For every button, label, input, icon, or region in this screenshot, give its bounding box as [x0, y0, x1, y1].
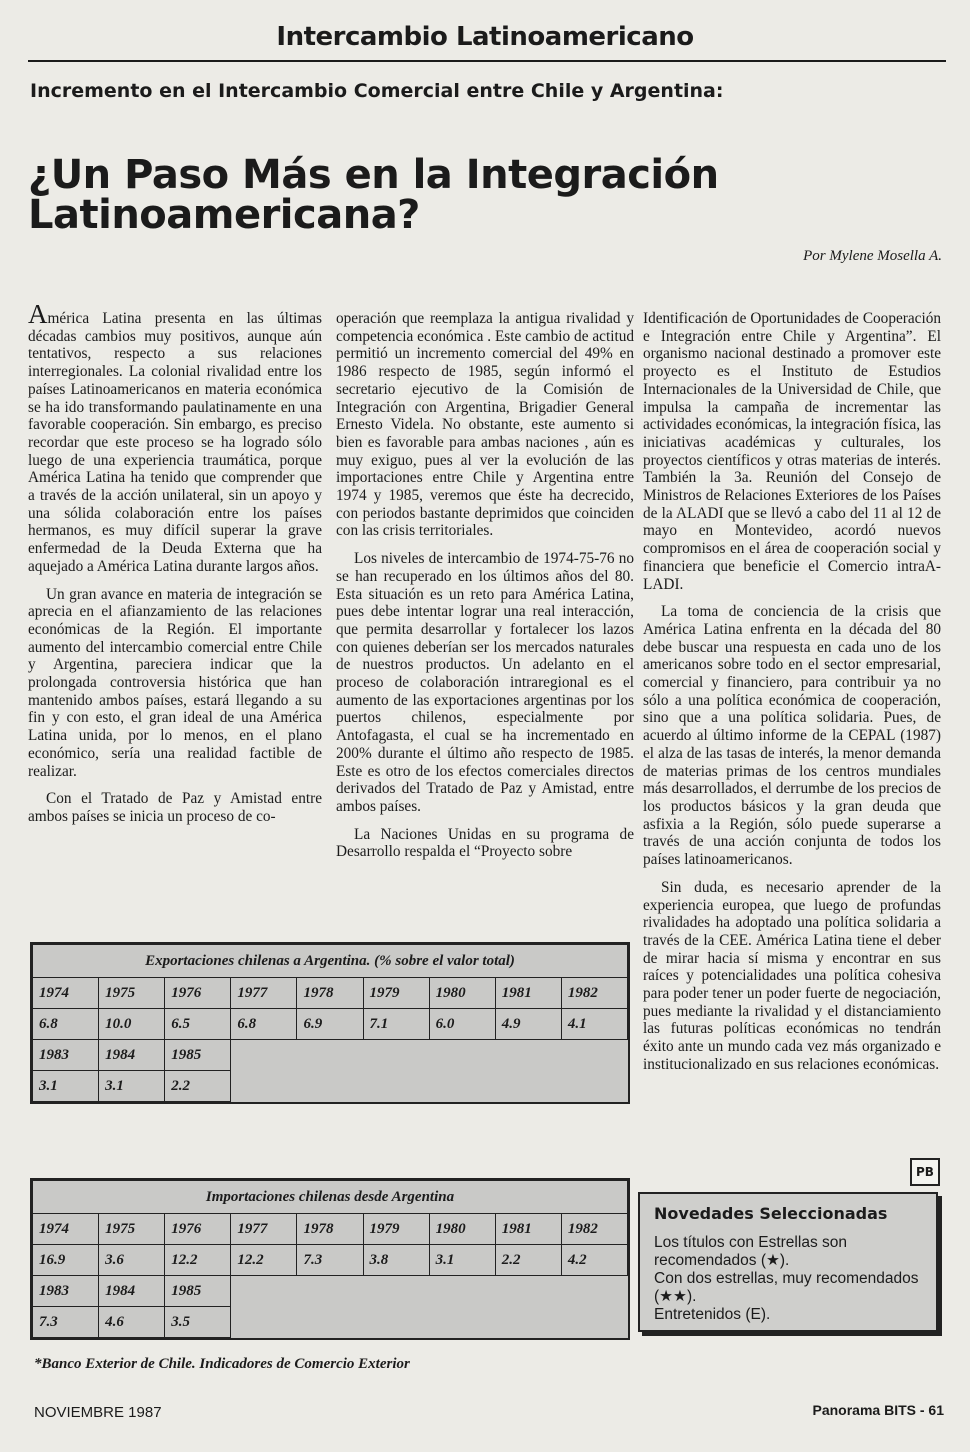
exports-table	[30, 942, 630, 1104]
table-cell: 4.6	[99, 1307, 165, 1338]
table-cell: 6.8	[33, 1009, 99, 1040]
table-cell: 1983	[33, 1276, 99, 1307]
table-row	[33, 1214, 628, 1245]
header-rule	[28, 60, 946, 62]
table-caption: Exportaciones chilenas a Argentina. (% sobre el valor total)	[33, 945, 628, 978]
table-cell: 3.6	[99, 1245, 165, 1276]
section-header: Intercambio Latinoamericano	[276, 22, 694, 52]
table-cell: 12.2	[165, 1245, 231, 1276]
table-cell: 1974	[33, 978, 99, 1009]
table-cell: 10.0	[99, 1009, 165, 1040]
paragraph: operación que reemplaza la antigua rivalidad y competencia económica . Este cambio de actitud permitió un incremento comercial del 49% en 1986 respecto de 1985, según informó el secretario ejecutivo de la Comisión de Integración con Argentina, Brigadier General Ernesto Videla. No obstante, este aumento si bien es favorable para ambas naciones , aún es muy exiguo, pues al ver la evolución de las importaciones entre Chile y Argentina entre 1974 y 1985, veremos que éste ha decrecido, con periodos bastante deprimidos que coinciden con las crisis territoriales.	[336, 310, 634, 540]
table-row	[33, 1307, 628, 1338]
drop-cap: A	[28, 299, 48, 329]
table-cell: 1975	[99, 1214, 165, 1245]
table-cell: 1975	[99, 978, 165, 1009]
table-cell: 1983	[33, 1040, 99, 1071]
table-cell: 1977	[231, 978, 297, 1009]
paragraph: Con el Tratado de Paz y Amistad entre ambos países se inicia un proceso de co-	[28, 790, 322, 825]
table-row	[33, 1245, 628, 1276]
table-cell: 1980	[429, 1214, 495, 1245]
table-cell: 1981	[495, 1214, 561, 1245]
article-column-2	[336, 310, 634, 871]
paragraph: Un gran avance en materia de integración se aprecia en el afianzamiento de las relaciones económicas de la Región. El importante aumento del intercambio comercial entre Chile y Argentina, pareciera indicar que la prolongada controversia histórica que han mantenido ambos países, estará llegando a su fin y con esto, el gran ideal de una América Latina unida, por lo menos, en el plano económico, sería una realidad factible de realizar.	[28, 585, 322, 780]
table-cell: 1976	[165, 1214, 231, 1245]
table-cell: 7.3	[297, 1245, 363, 1276]
table-row	[33, 1071, 628, 1102]
table-cell: 1979	[363, 978, 429, 1009]
paragraph	[28, 299, 322, 576]
table-footnote: *Banco Exterior de Chile. Indicadores de Comercio Exterior	[34, 1356, 410, 1372]
table-cell: 6.9	[297, 1009, 363, 1040]
table-cell: 1974	[33, 1214, 99, 1245]
paragraph: Sin duda, es necesario aprender de la experiencia europea, que luego de profundas rivalidades ha adoptado una política solidaria a través de la CEE. América Latina tiene el deber de mirar hacia sí misma y encontrar en sus raíces y potencialidades una política cohesiva para poder tener un poder fuerte de negociación, pues mediante la rivalidad y el distanciamiento las futuras políticas económicas no tendrán éxito ante un mundo cada vez más organizado e institucionalizado en sus relaciones económicas.	[643, 878, 941, 1073]
table-cell: 16.9	[33, 1245, 99, 1276]
paragraph: Identificación de Oportunidades de Cooperación e Integración entre Chile y Argentina”. El organismo nacional destinado a promover este proyecto es el Instituto de Estudios Internacionales de la Universidad de Chile, que impulsa la campaña de incrementar las actividades económicas, la integración física, las iniciativas académicas y culturales, los proyectos científicos y otras materias de interés. También la 3a. Reunión del Consejo de Ministros de Relaciones Exteriores de los Países de la ALADI que se llevó a cabo del 11 al 12 de mayo en Montevideo, acordó nuevos compromisos en el área de cooperación social y financiera que beneficie el Comercio intraA-LADI.	[643, 310, 941, 593]
table-row	[33, 1040, 628, 1071]
novedades-title: Novedades Seleccionadas	[654, 1204, 888, 1223]
empty-cell	[231, 1276, 628, 1307]
table-cell: 7.3	[33, 1307, 99, 1338]
footer-page-number: Panorama BITS - 61	[812, 1402, 944, 1418]
table-cell: 1978	[297, 1214, 363, 1245]
empty-cell	[231, 1071, 628, 1102]
table-cell: 1978	[297, 978, 363, 1009]
table-cell: 1984	[99, 1276, 165, 1307]
table-cell: 1984	[99, 1040, 165, 1071]
table-cell: 1982	[561, 978, 627, 1009]
article-column-3	[643, 310, 941, 1084]
table-cell: 4.1	[561, 1009, 627, 1040]
article-headline	[28, 152, 748, 238]
table-cell: 1977	[231, 1214, 297, 1245]
pb-logo-icon: PB	[910, 1158, 940, 1186]
table-cell: 4.9	[495, 1009, 561, 1040]
table-row	[33, 978, 628, 1009]
table-cell: 1980	[429, 978, 495, 1009]
table-cell: 3.1	[429, 1245, 495, 1276]
novedades-line: Los títulos con Estrellas son recomendados (★).	[654, 1234, 847, 1269]
table-row	[33, 1009, 628, 1040]
table-cell: 3.8	[363, 1245, 429, 1276]
imports-table	[30, 1178, 630, 1340]
paragraph-text: mérica Latina presenta en las últimas décadas cambios muy positivos, aunque aún tentativos, respecto a sus relaciones interregionales. La colonial rivalidad entre los países Latinoamericanos en materia económica se ha ido transformando paulatinamente en una favorable cooperación. Sin embargo, es preciso recordar que este proceso se ha logrado sólo luego de una experiencia traumática, porque América Latina ha tenido que comprender que a través de la acción unilateral, sin un apoyo y una sólida colaboración entre los países hermanos, es muy difícil superar la grave enfermedad de la Deuda Externa que ha aquejado a América Latina durante largos años.	[28, 310, 322, 575]
paragraph: La toma de conciencia de la crisis que América Latina enfrenta en la década del 80 debe buscar una respuesta en cada uno de los americanos sobre todo en el sector empresarial, comercial y financiero, para contribuir ya no sólo a una política económica de cooperación, sino que a una política solidaria. Pues, de acuerdo al último informe de la CEPAL (1987) el alza de las tasas de interés, la menor demanda de materias primas de los centros mundiales más desarrollados, el derrumbe de los precios de los productos básicos y la gran deuda que asfixia a la Región, sólo puede superarse a través de una acción conjunta de todos los países latinoamericanos.	[643, 603, 941, 869]
headline-line-1: ¿Un Paso Más en la Integración	[28, 152, 719, 198]
table-cell: 7.1	[363, 1009, 429, 1040]
table-cell: 6.5	[165, 1009, 231, 1040]
table-cell: 1976	[165, 978, 231, 1009]
table-cell: 1981	[495, 978, 561, 1009]
footer-date: NOVIEMBRE 1987	[34, 1404, 162, 1421]
novedades-box	[638, 1192, 938, 1332]
table-cell: 12.2	[231, 1245, 297, 1276]
headline-line-2: Latinoamericana?	[28, 192, 420, 238]
table-cell: 3.1	[33, 1071, 99, 1102]
article-subtitle: Incremento en el Intercambio Comercial entre Chile y Argentina:	[30, 80, 724, 102]
novedades-line: Con dos estrellas, muy recomendados (★★).	[654, 1270, 919, 1305]
table-cell: 3.1	[99, 1071, 165, 1102]
paragraph: La Naciones Unidas en su programa de Desarrollo respalda el “Proyecto sobre	[336, 825, 634, 861]
table-cell: 4.2	[561, 1245, 627, 1276]
empty-cell	[231, 1307, 628, 1338]
table-cell: 2.2	[495, 1245, 561, 1276]
article-column-1	[28, 299, 322, 836]
table-cell: 1985	[165, 1276, 231, 1307]
table-cell: 1985	[165, 1040, 231, 1071]
novedades-text	[654, 1234, 924, 1324]
table-cell: 1979	[363, 1214, 429, 1245]
table-caption: Importaciones chilenas desde Argentina	[33, 1181, 628, 1214]
table-cell: 3.5	[165, 1307, 231, 1338]
empty-cell	[231, 1040, 628, 1071]
table-row	[33, 1276, 628, 1307]
byline: Por Mylene Mosella A.	[803, 248, 942, 264]
table-cell: 2.2	[165, 1071, 231, 1102]
paragraph: Los niveles de intercambio de 1974-75-76 no se han recuperado en los últimos años del 80. Esta situación es un reto para América Latina, pues debe intentar lograr una real interacción, que permita desarrollar y fortalecer los lazos con quienes deberían ser los mercados naturales de nuestros productos. Un adelanto en el proceso de colaboración intraregional es el aumento de las exportaciones argentinas por los puertos chilenos, especialmente por Antofagasta, el cual se ha incrementado en 200% durante el último año respecto de 1985. Este es otro de los efectos comerciales directos derivados del Tratado de Paz y Amistad, entre ambos países.	[336, 550, 634, 815]
novedades-line: Entretenidos (E).	[654, 1306, 771, 1323]
table-cell: 6.8	[231, 1009, 297, 1040]
table-cell: 6.0	[429, 1009, 495, 1040]
table-cell: 1982	[561, 1214, 627, 1245]
